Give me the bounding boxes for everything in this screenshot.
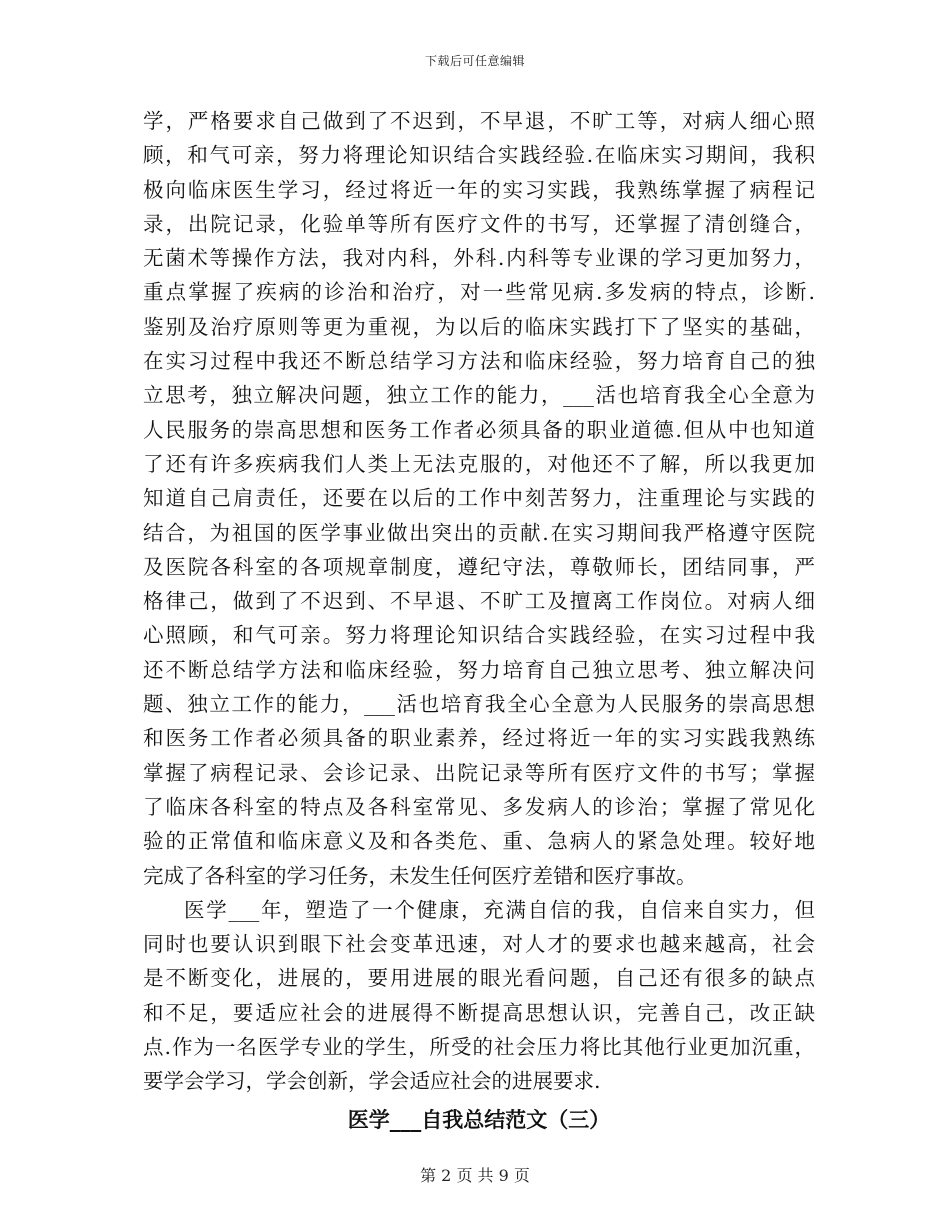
text-line: 了临床各科室的特点及各科室常见、多发病人的诊治；掌握了常见化	[143, 794, 815, 819]
text-line: 及医院各科室的各项规章制度，遵纪守法，尊敬师长，团结同事，严	[143, 554, 815, 579]
text-line: 同时也要认识到眼下社会变革迅速，对人才的要求也越来越高，社会	[143, 932, 815, 957]
text-line: 点.作为一名医学专业的学生，所受的社会压力将比其他行业更加沉重，	[143, 1035, 815, 1060]
text-line: 结合，为祖国的医学事业做出突出的贡献.在实习期间我严格遵守医院	[143, 520, 815, 545]
text-line: 立思考，独立解决问题，独立工作的能力，___活也培育我全心全意为	[143, 383, 815, 408]
text-line: 验的正常值和临床意义及和各类危、重、急病人的紧急处理。较好地	[143, 829, 815, 854]
text-line: 知道自己肩责任，还要在以后的工作中刻苦努力，注重理论与实践的	[143, 486, 815, 511]
document-body	[143, 104, 815, 1137]
text-line: 在实习过程中我还不断总结学习方法和临床经验，努力培育自己的独	[143, 349, 815, 374]
page-header-note: 下载后可任意编辑	[424, 54, 525, 68]
text-line: 医学___年，塑造了一个健康，充满自信的我，自信来自实力，但	[184, 897, 815, 922]
text-line: 录，出院记录，化验单等所有医疗文件的书写，还掌握了清创缝合，	[143, 211, 815, 236]
text-line: 还不断总结学方法和临床经验，努力培育自己独立思考、独立解决问	[143, 657, 815, 682]
text-line: 掌握了病程记录、会诊记录、出院记录等所有医疗文件的书写；掌握	[143, 760, 815, 785]
text-line: 重点掌握了疾病的诊治和治疗，对一些常见病.多发病的特点，诊断.	[143, 280, 815, 305]
text-line: 是不断变化，进展的，要用进展的眼光看问题，自己还有很多的缺点	[143, 966, 815, 991]
text-line: 心照顾，和气可亲。努力将理论知识结合实践经验，在实习过程中我	[143, 623, 815, 648]
text-line: 无菌术等操作方法，我对内科，外科.内科等专业课的学习更加努力，	[143, 246, 815, 271]
text-line: 顾，和气可亲，努力将理论知识结合实践经验.在临床实习期间，我积	[143, 143, 815, 168]
paragraph-1	[143, 104, 815, 893]
text-line: 要学会学习，学会创新，学会适应社会的进展要求.	[143, 1069, 601, 1094]
text-line: 完成了各科室的学习任务，未发生任何医疗差错和医疗事故。	[143, 863, 697, 888]
page-number-footer: 第 2 页 共 9 页	[420, 1166, 530, 1185]
text-line: 了还有许多疾病我们人类上无法克服的，对他还不了解，所以我更加	[143, 451, 815, 476]
text-line: 格律己，做到了不迟到、不早退、不旷工及擅离工作岗位。对病人细	[143, 589, 815, 614]
text-line: 和不足，要适应社会的进展得不断提高思想认识，完善自己，改正缺	[143, 1000, 815, 1025]
text-line: 鉴别及治疗原则等更为重视，为以后的临床实践打下了坚实的基础，	[143, 314, 815, 339]
text-line: 题、独立工作的能力，___活也培育我全心全意为人民服务的崇高思想	[143, 692, 815, 717]
text-line: 和医务工作者必须具备的职业素养，经过将近一年的实习实践我熟练	[143, 726, 815, 751]
paragraph-2	[143, 893, 815, 1099]
text-line: 学，严格要求自己做到了不迟到，不早退，不旷工等，对病人细心照	[143, 109, 815, 133]
text-line: 人民服务的崇高思想和医务工作者必须具备的职业道德.但从中也知道	[143, 417, 815, 442]
section-title: 医学___自我总结范文（三）	[347, 1106, 611, 1132]
text-line: 极向临床医生学习，经过将近一年的实习实践，我熟练掌握了病程记	[143, 177, 815, 202]
